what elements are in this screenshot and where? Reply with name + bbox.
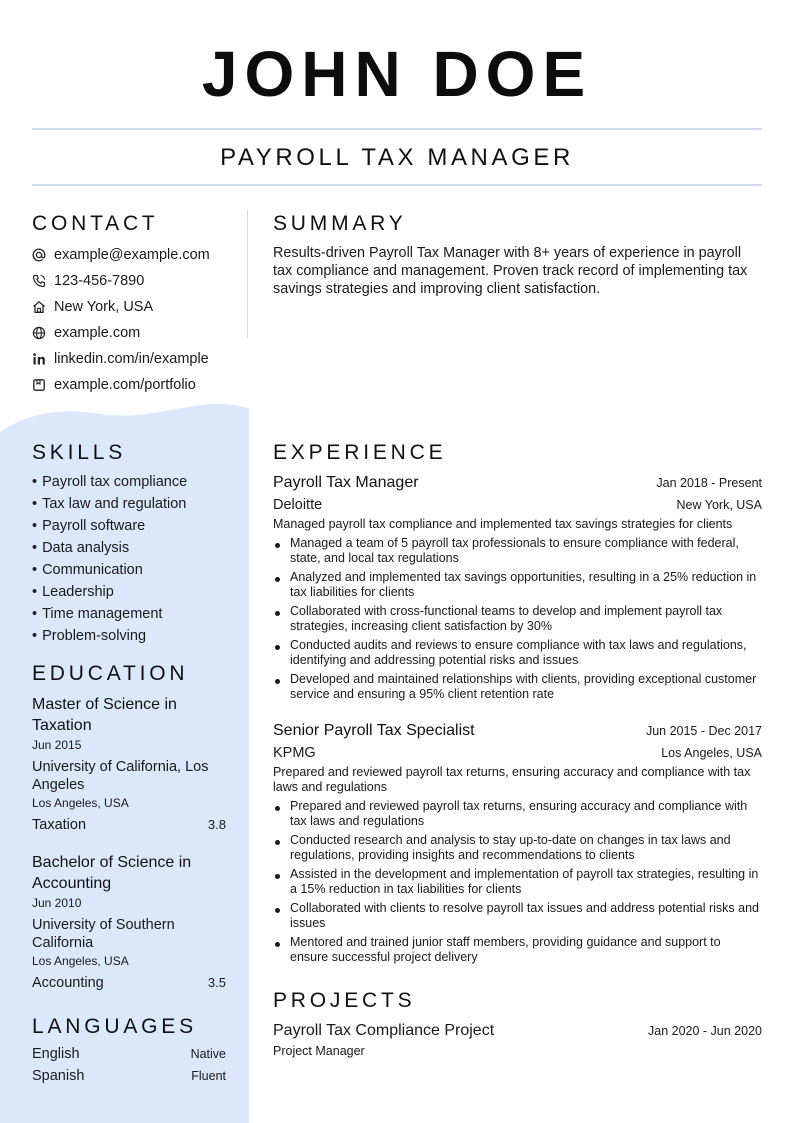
job-bullet: Analyzed and implemented tax savings opportunities, resulting in a 25% reduction in tax liabilities for clients: [273, 570, 762, 600]
language-level: Fluent: [191, 1069, 226, 1083]
education-gpa: 3.8: [207, 817, 226, 832]
language-item: [32, 1046, 226, 1068]
phone-icon: [32, 274, 54, 288]
experience-entry: [273, 472, 762, 706]
education-field-row: [32, 816, 226, 834]
job-bullet: Conducted audits and reviews to ensure compliance with tax laws and regulations, identifying and addressing potential risks and issues: [273, 638, 762, 668]
header-divider-top: [32, 128, 762, 130]
summary-heading: SUMMARY: [273, 212, 407, 235]
skill-item: • Leadership: [32, 582, 242, 604]
job-location: New York, USA: [676, 498, 762, 512]
skill-item: • Problem-solving: [32, 626, 242, 648]
job-bullet: Collaborated with clients to resolve payroll tax issues and address potential risks and issues: [273, 901, 762, 931]
contact-phone[interactable]: [32, 268, 242, 294]
education-field-row: [32, 974, 226, 992]
education-school: University of Southern California: [32, 917, 175, 951]
job-bullets: [273, 536, 762, 702]
job-location: Los Angeles, USA: [661, 746, 762, 760]
contact-website[interactable]: [32, 320, 242, 346]
column-divider: [247, 210, 248, 338]
contact-linkedin-text: linkedin.com/in/example: [54, 351, 209, 367]
experience-heading: EXPERIENCE: [273, 441, 447, 464]
education-date: Jun 2015: [32, 738, 82, 752]
contact-location: [32, 294, 242, 320]
skills-list: [32, 472, 242, 648]
language-level: Native: [190, 1047, 226, 1061]
language-item: [32, 1068, 226, 1090]
education-field: Accounting: [32, 975, 104, 991]
job-bullet: Collaborated with cross-functional teams to develop and implement payroll tax strategies, increasing client satisfaction by 30%: [273, 604, 762, 634]
job-role: Payroll Tax Manager: [273, 474, 419, 491]
language-name: English: [32, 1046, 80, 1062]
job-role: Senior Payroll Tax Specialist: [273, 722, 475, 739]
contact-list: [32, 242, 242, 398]
skill-item: • Communication: [32, 560, 242, 582]
skill-item: • Data analysis: [32, 538, 242, 560]
education-degree: Master of Science in Taxation: [32, 696, 177, 734]
contact-phone-text: 123-456-7890: [54, 273, 145, 289]
contact-location-text: New York, USA: [54, 299, 154, 315]
header-divider-bottom: [32, 184, 762, 186]
job-bullet: Assisted in the development and implementation of payroll tax strategies, resulting in a 15% reduction in tax liabilities for clients: [273, 867, 762, 897]
job-dates: Jan 2018 - Present: [656, 476, 762, 490]
job-title: PAYROLL TAX MANAGER: [220, 144, 574, 171]
contact-website-text: example.com: [54, 325, 141, 341]
education-field: Taxation: [32, 817, 87, 833]
globe-icon: [32, 326, 54, 340]
job-company: KPMG: [273, 745, 316, 761]
job-bullet: Mentored and trained junior staff members, providing guidance and support to ensure successful project delivery: [273, 935, 762, 965]
contact-portfolio[interactable]: [32, 372, 242, 398]
contact-heading: CONTACT: [32, 212, 159, 235]
contact-linkedin[interactable]: [32, 346, 242, 372]
education-location: Los Angeles, USA: [32, 796, 129, 810]
job-bullets: [273, 799, 762, 965]
education-entry: [32, 852, 226, 992]
summary-text: Results-driven Payroll Tax Manager with 8+ years of experience in payroll tax compliance and management. Proven track record of implementing tax savings strategies and improving client satisfaction.: [273, 245, 748, 297]
contact-email-text: example@example.com: [54, 247, 210, 263]
candidate-name: JOHN DOE: [201, 38, 593, 110]
job-company: Deloitte: [273, 497, 323, 513]
experience-entry: [273, 720, 762, 969]
at-icon: [32, 248, 54, 262]
education-heading: EDUCATION: [32, 662, 189, 685]
contact-email[interactable]: [32, 242, 242, 268]
projects-heading: PROJECTS: [273, 989, 416, 1012]
job-bullet: Managed a team of 5 payroll tax professionals to ensure compliance with federal, state, and local tax regulations: [273, 536, 762, 566]
education-school: University of California, Los Angeles: [32, 759, 209, 793]
job-description: Prepared and reviewed payroll tax returns, ensuring accuracy and compliance with tax laws and regulations: [273, 765, 751, 794]
education-location: Los Angeles, USA: [32, 954, 129, 968]
language-name: Spanish: [32, 1068, 85, 1084]
home-icon: [32, 300, 54, 314]
job-dates: Jun 2015 - Dec 2017: [645, 724, 762, 738]
portfolio-icon: [32, 378, 54, 392]
skill-item: • Payroll software: [32, 516, 242, 538]
skill-item: • Tax law and regulation: [32, 494, 242, 516]
job-bullet: Conducted research and analysis to stay up-to-date on changes in tax laws and regulations, providing insights and recommendations to clients: [273, 833, 762, 863]
project-role: Project Manager: [273, 1044, 365, 1058]
education-entry: [32, 694, 226, 834]
skill-item: • Time management: [32, 604, 242, 626]
job-bullet: Developed and maintained relationships with clients, providing exceptional customer service and ensuring a 95% client retention rate: [273, 672, 762, 702]
skill-item: • Payroll tax compliance: [32, 472, 242, 494]
project-entry: [273, 1020, 762, 1059]
linkedin-icon: [32, 352, 54, 366]
skills-heading: SKILLS: [32, 441, 127, 464]
languages-heading: LANGUAGES: [32, 1015, 197, 1038]
job-bullet: Prepared and reviewed payroll tax returns, ensuring accuracy and compliance with tax laws and regulations: [273, 799, 762, 829]
contact-portfolio-text: example.com/portfolio: [54, 377, 196, 393]
languages-list: [32, 1046, 226, 1090]
project-dates: Jan 2020 - Jun 2020: [648, 1024, 762, 1038]
project-name: Payroll Tax Compliance Project: [273, 1022, 495, 1039]
education-gpa: 3.5: [207, 975, 226, 990]
job-description: Managed payroll tax compliance and implemented tax savings strategies for clients: [273, 517, 733, 531]
education-degree: Bachelor of Science in Accounting: [32, 854, 192, 892]
education-date: Jun 2010: [32, 896, 82, 910]
